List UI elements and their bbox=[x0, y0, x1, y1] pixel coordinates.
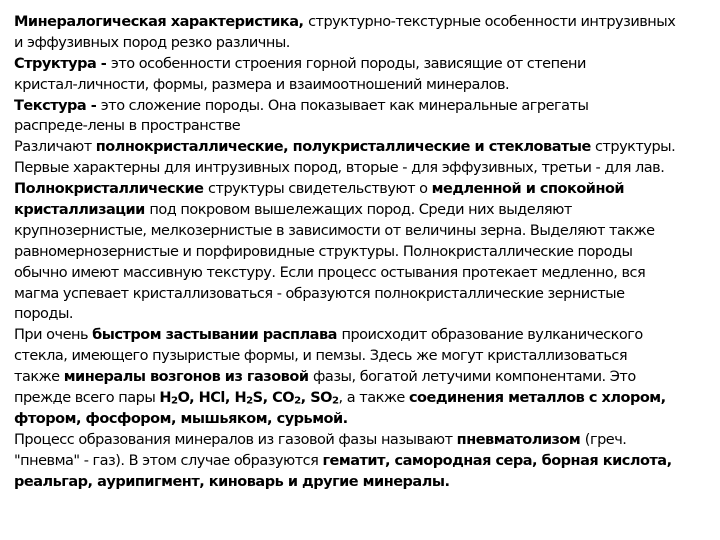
bold-text: Текстура - bbox=[14, 97, 101, 114]
body-text bbox=[14, 12, 714, 492]
bold-text: медленной и спокойной bbox=[431, 181, 625, 198]
text-segment: стекла, имеющего пузыристые формы, и пемзы. Здесь же могут кристаллизоваться bbox=[14, 348, 628, 365]
text-segment: "пневма" - газ). В этом случае образуются bbox=[14, 452, 323, 469]
text-line bbox=[14, 200, 714, 221]
text-line bbox=[14, 346, 714, 367]
text-line bbox=[14, 284, 714, 305]
text-segment: это сложение породы. Она показывает как минеральные агрегаты bbox=[100, 97, 589, 114]
text-segment: структуры. bbox=[590, 139, 676, 156]
text-segment: равномернозернистые и порфировидные структуры. Полнокристаллические породы bbox=[14, 243, 633, 260]
text-line bbox=[14, 430, 714, 451]
subscript-text: 2 bbox=[331, 395, 339, 407]
bold-text: , SO bbox=[300, 390, 332, 407]
text-line bbox=[14, 472, 714, 493]
text-segment: также bbox=[14, 369, 64, 386]
text-line bbox=[14, 304, 714, 325]
text-segment: структуры свидетельствуют о bbox=[208, 181, 432, 198]
bold-text: Минералогическая характеристика, bbox=[14, 14, 309, 30]
text-line bbox=[14, 263, 714, 284]
text-segment: это особенности строения горной породы, зависящие от степени bbox=[110, 55, 586, 72]
text-line bbox=[14, 221, 714, 242]
text-line bbox=[14, 12, 714, 33]
bold-text: гематит, самородная сера, борная кислота, bbox=[322, 452, 672, 469]
text-segment: , а также bbox=[338, 390, 409, 407]
text-line bbox=[14, 179, 714, 200]
text-segment: и эффузивных пород резко различны. bbox=[14, 34, 290, 51]
bold-text: полнокристаллические, полукристаллические и стекловатые bbox=[95, 139, 591, 156]
text-line bbox=[14, 75, 714, 96]
text-line bbox=[14, 33, 714, 54]
text-line bbox=[14, 116, 714, 137]
bold-text: кристаллизации bbox=[14, 202, 150, 219]
bold-text: соединения металлов с хлором, bbox=[408, 390, 666, 407]
text-line bbox=[14, 54, 714, 75]
bold-text: реальгар, аурипигмент, киноварь и другие минералы. bbox=[14, 473, 450, 490]
text-segment: фазы, богатой летучими компонентами. Это bbox=[313, 369, 636, 386]
text-line bbox=[14, 367, 714, 388]
text-segment: прежде всего пары bbox=[14, 390, 160, 407]
bold-text: S, CO bbox=[252, 390, 295, 407]
text-segment: Различают bbox=[14, 139, 96, 156]
text-segment: обычно имеют массивную текстуру. Если процесс остывания протекает медленно, вся bbox=[14, 264, 646, 281]
bold-text: минералы возгонов из газовой bbox=[63, 369, 314, 386]
text-segment: породы. bbox=[14, 306, 74, 323]
text-segment: (греч. bbox=[584, 431, 627, 448]
bold-text: Полнокристаллические bbox=[14, 181, 209, 198]
text-line bbox=[14, 451, 714, 472]
subscript-text: 2 bbox=[294, 395, 301, 407]
bold-text: фтором, фосфором, мышьяком, сурьмой. bbox=[14, 410, 348, 427]
text-segment: Процесс образования минералов из газовой фазы называют bbox=[14, 431, 457, 448]
text-line bbox=[14, 137, 714, 158]
bold-text: Структура - bbox=[14, 55, 111, 72]
text-line bbox=[14, 96, 714, 117]
text-segment: под покровом вышележащих пород. Среди них выделяют bbox=[149, 202, 572, 219]
text-segment: крупнозернистые, мелкозернистые в зависимости от величины зерна. Выделяют также bbox=[14, 222, 655, 239]
bold-text: H bbox=[159, 390, 172, 407]
bold-text: быстром застывании расплава bbox=[92, 327, 342, 344]
text-line bbox=[14, 242, 714, 263]
text-segment: распреде-лены в пространстве bbox=[14, 118, 241, 135]
subscript-text: 2 bbox=[171, 395, 178, 407]
text-segment: кристал-личности, формы, размера и взаимоотношений минералов. bbox=[14, 76, 510, 93]
text-line bbox=[14, 325, 714, 346]
bold-text: пневматолизом bbox=[456, 431, 585, 448]
text-segment: При очень bbox=[14, 327, 93, 344]
text-line bbox=[14, 388, 714, 409]
text-segment: происходит образование вулканического bbox=[341, 327, 643, 344]
bold-text: O, HCl, H bbox=[177, 390, 247, 407]
text-segment: магма успевает кристаллизоваться - образуются полнокристаллические зернистые bbox=[14, 285, 625, 302]
text-line bbox=[14, 409, 714, 430]
text-segment: структурно-текстурные особенности интрузивных bbox=[308, 14, 676, 30]
text-segment: Первые характерны для интрузивных пород, вторые - для эффузивных, третьи - для лав. bbox=[14, 160, 665, 177]
subscript-text: 2 bbox=[246, 395, 253, 407]
text-line bbox=[14, 158, 714, 179]
